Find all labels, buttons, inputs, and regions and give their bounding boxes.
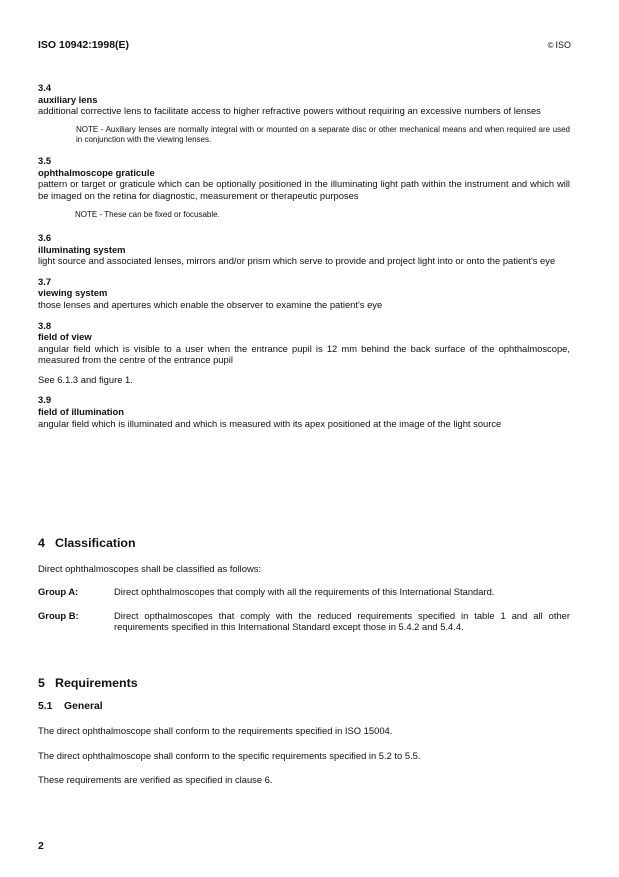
definition-note: NOTE - These can be fixed or focusable. <box>75 210 220 220</box>
definition-cross-reference: See 6.1.3 and figure 1. <box>38 373 133 385</box>
classification-group-a <box>38 586 570 598</box>
copyright-symbol: © <box>547 41 554 50</box>
section-number: 5 <box>38 676 45 690</box>
section-title: Classification <box>55 536 136 550</box>
definition-number: 3.8 <box>38 319 52 331</box>
definition-term: field of view <box>38 331 92 343</box>
section-heading <box>38 538 570 550</box>
section-heading <box>38 678 570 690</box>
definition-3-9 <box>38 394 570 429</box>
requirements-paragraph: These requirements are verified as specified in clause 6. <box>38 774 273 786</box>
requirements-paragraph: The direct ophthalmoscope shall conform to the requirements specified in ISO 15004. <box>38 725 393 737</box>
definition-3-5 <box>38 155 570 221</box>
definition-text: pattern or target or graticule which can be optionally positioned in the illuminating light path within the instrument and which will be imaged on the retina for diagnostic, measurement or therapeutic purposes <box>38 178 570 201</box>
classification-group-b <box>38 610 570 633</box>
definition-number: 3.6 <box>38 231 52 243</box>
subsection-number: 5.1 <box>38 700 53 712</box>
definition-term: illuminating system <box>38 243 126 255</box>
group-text: Direct opthalmoscopes that comply with the reduced requirements specified in table 1 and all other requirements specified in this International Standard except those in 5.4.2 and 5.4.4. <box>114 609 570 633</box>
section-number: 4 <box>38 536 45 550</box>
definition-3-8 <box>38 320 570 386</box>
definition-text: additional corrective lens to facilitate access to higher refractive powers without requiring an excessive numbers of lenses <box>38 105 541 117</box>
definitions-section <box>38 82 570 429</box>
definition-text: those lenses and apertures which enable the observer to examine the patient's eye <box>38 298 383 310</box>
definition-text: angular field which is visible to a user when the entrance pupil is 12 mm behind the back surface of the ophthalmoscope, measured from the centre of the entrance pupil <box>38 342 570 366</box>
document-standard-id: ISO 10942:1998(E) <box>38 39 130 51</box>
group-label: Group A: <box>38 586 79 598</box>
group-text: Direct ophthalmoscopes that comply with all the requirements of this International Standard. <box>114 586 495 598</box>
definition-number: 3.9 <box>38 394 52 406</box>
requirements-paragraph: The direct ophthalmoscope shall conform to the specific requirements specified in 5.2 to 5.5. <box>38 749 421 761</box>
requirements-section <box>38 678 570 786</box>
definition-term: field of illumination <box>38 406 124 418</box>
definition-number: 3.7 <box>38 275 52 287</box>
classification-intro: Direct ophthalmoscopes shall be classified as follows: <box>38 562 262 574</box>
classification-section <box>38 538 570 633</box>
definition-text: angular field which is illuminated and which is measured with its apex positioned at the image of the light source <box>38 417 502 429</box>
definition-text: light source and associated lenses, mirrors and/or prism which serve to provide and project light into or onto the patient's eye <box>38 255 556 267</box>
definition-number: 3.4 <box>38 82 52 93</box>
definition-3-7 <box>38 276 570 311</box>
definition-note: NOTE - Auxiliary lenses are normally integral with or mounted on a separate disc or other mechanical means and when required are used in conjunction with the viewing lenses. <box>76 124 570 145</box>
definition-3-6 <box>38 232 570 267</box>
definition-term: viewing system <box>38 287 108 299</box>
group-label: Group B: <box>38 609 79 621</box>
copyright-notice <box>548 40 571 50</box>
section-title: Requirements <box>55 676 138 690</box>
definition-number: 3.5 <box>38 154 52 166</box>
subsection-heading <box>38 701 570 713</box>
subsection-title: General <box>64 700 103 712</box>
definition-3-4 <box>38 82 570 146</box>
page-number: 2 <box>38 840 44 852</box>
definition-term: auxiliary lens <box>38 93 98 105</box>
copyright-holder: ISO <box>555 40 571 50</box>
definition-term: ophthalmoscope graticule <box>38 166 155 178</box>
